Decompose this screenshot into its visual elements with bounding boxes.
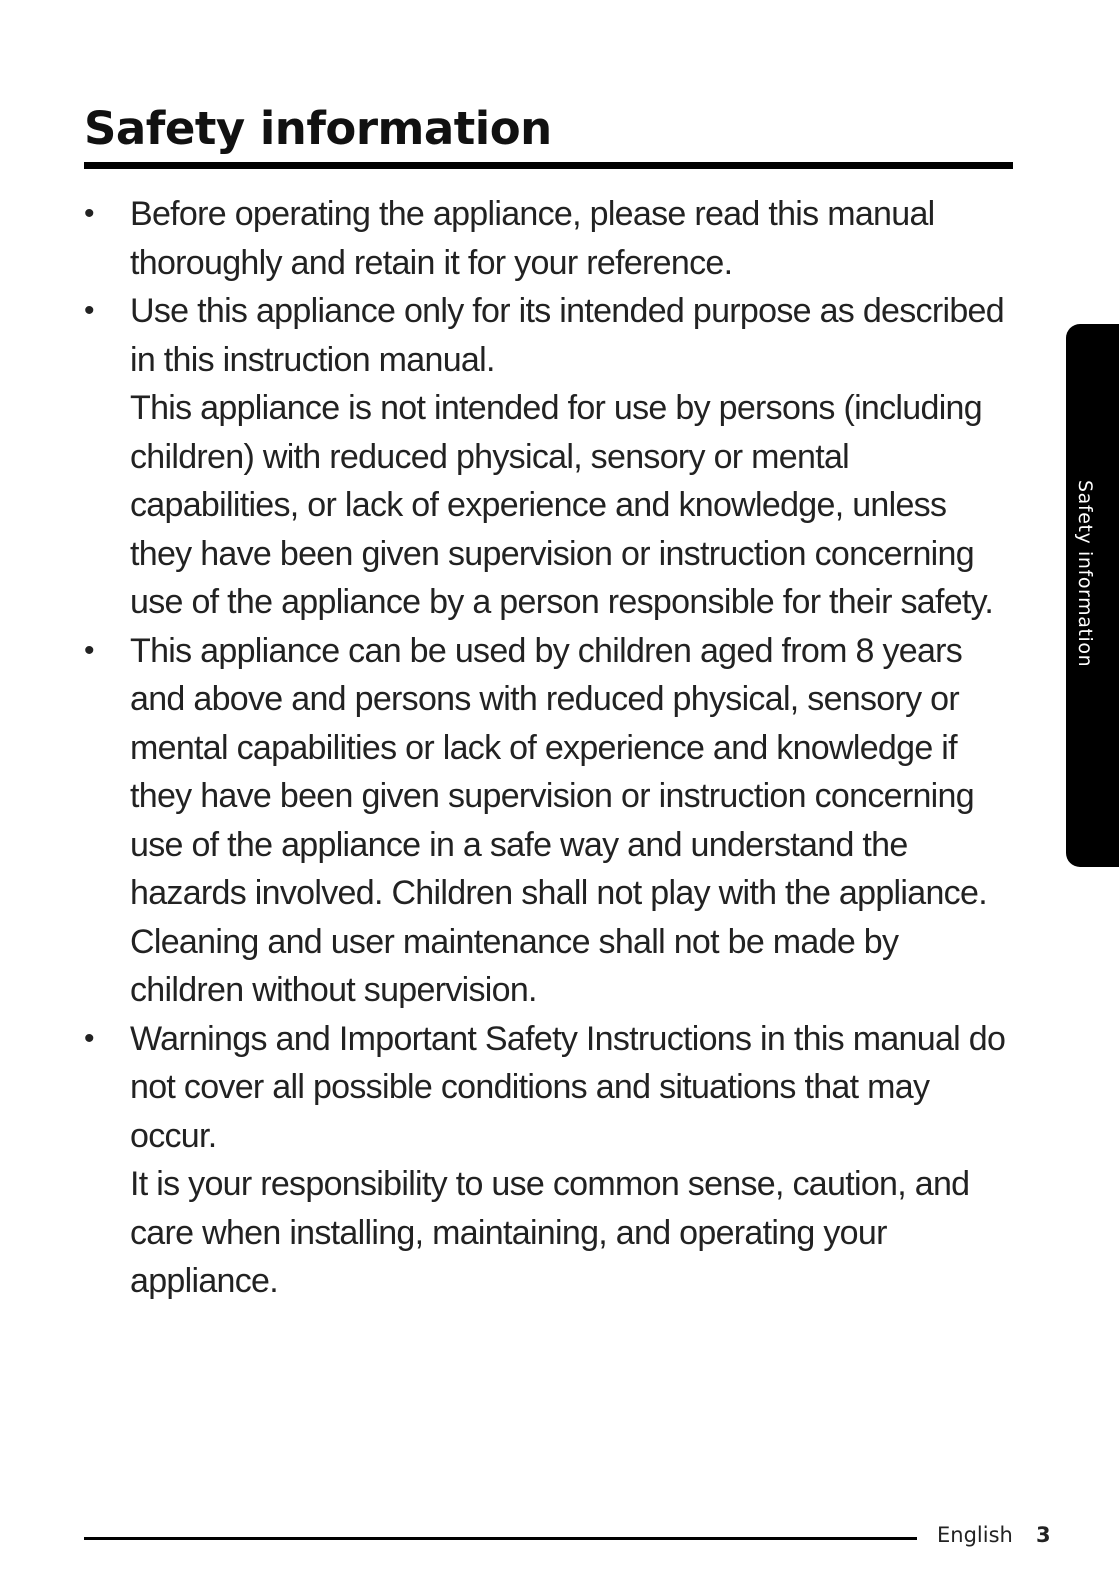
page-title: Safety information xyxy=(84,102,552,155)
item-paragraph: Before operating the appliance, please read this manual thoroughly and retain it for your reference. xyxy=(130,195,935,282)
item-paragraph: Use this appliance only for its intended purpose as described in this instruction manual. xyxy=(130,292,1004,379)
bullet-icon: • xyxy=(84,197,94,230)
safety-item xyxy=(84,1015,1014,1306)
safety-list xyxy=(84,190,1014,1306)
footer-rule xyxy=(84,1537,917,1540)
item-paragraph: Cleaning and user maintenance shall not be made by children without supervision. xyxy=(130,922,899,1009)
bullet-icon: • xyxy=(84,633,94,667)
item-paragraph: This appliance can be used by children aged from 8 years and above and persons with reduced physical, sensory or mental capabilities or lack of experience and knowledge if they have been given supervision or instruction concerning use of the appliance in a safe way and understand the hazards involved. Children shall not play with the appliance. xyxy=(130,631,987,912)
bullet-icon: • xyxy=(84,1021,94,1055)
bullet-icon: • xyxy=(84,294,94,327)
section-side-tab-label: Safety information xyxy=(1074,480,1096,668)
safety-item xyxy=(84,287,1014,627)
footer-language: English xyxy=(937,1523,1013,1547)
safety-item xyxy=(84,190,1014,287)
safety-item xyxy=(84,627,1014,1015)
item-paragraph: This appliance is not intended for use by persons (including children) with reduced physical, sensory or mental capabilities, or lack of experience and knowledge, unless they have been given supervision or instruction concerning use of the appliance by a person responsible for their safety. xyxy=(130,389,994,621)
title-rule xyxy=(84,162,1013,169)
page-number: 3 xyxy=(1036,1523,1051,1547)
item-paragraph: Warnings and Important Safety Instructions in this manual do not cover all possible conditions and situations that may occur. xyxy=(130,1019,1006,1155)
item-paragraph: It is your responsibility to use common sense, caution, and care when installing, maintaining, and operating your appliance. xyxy=(130,1165,970,1300)
